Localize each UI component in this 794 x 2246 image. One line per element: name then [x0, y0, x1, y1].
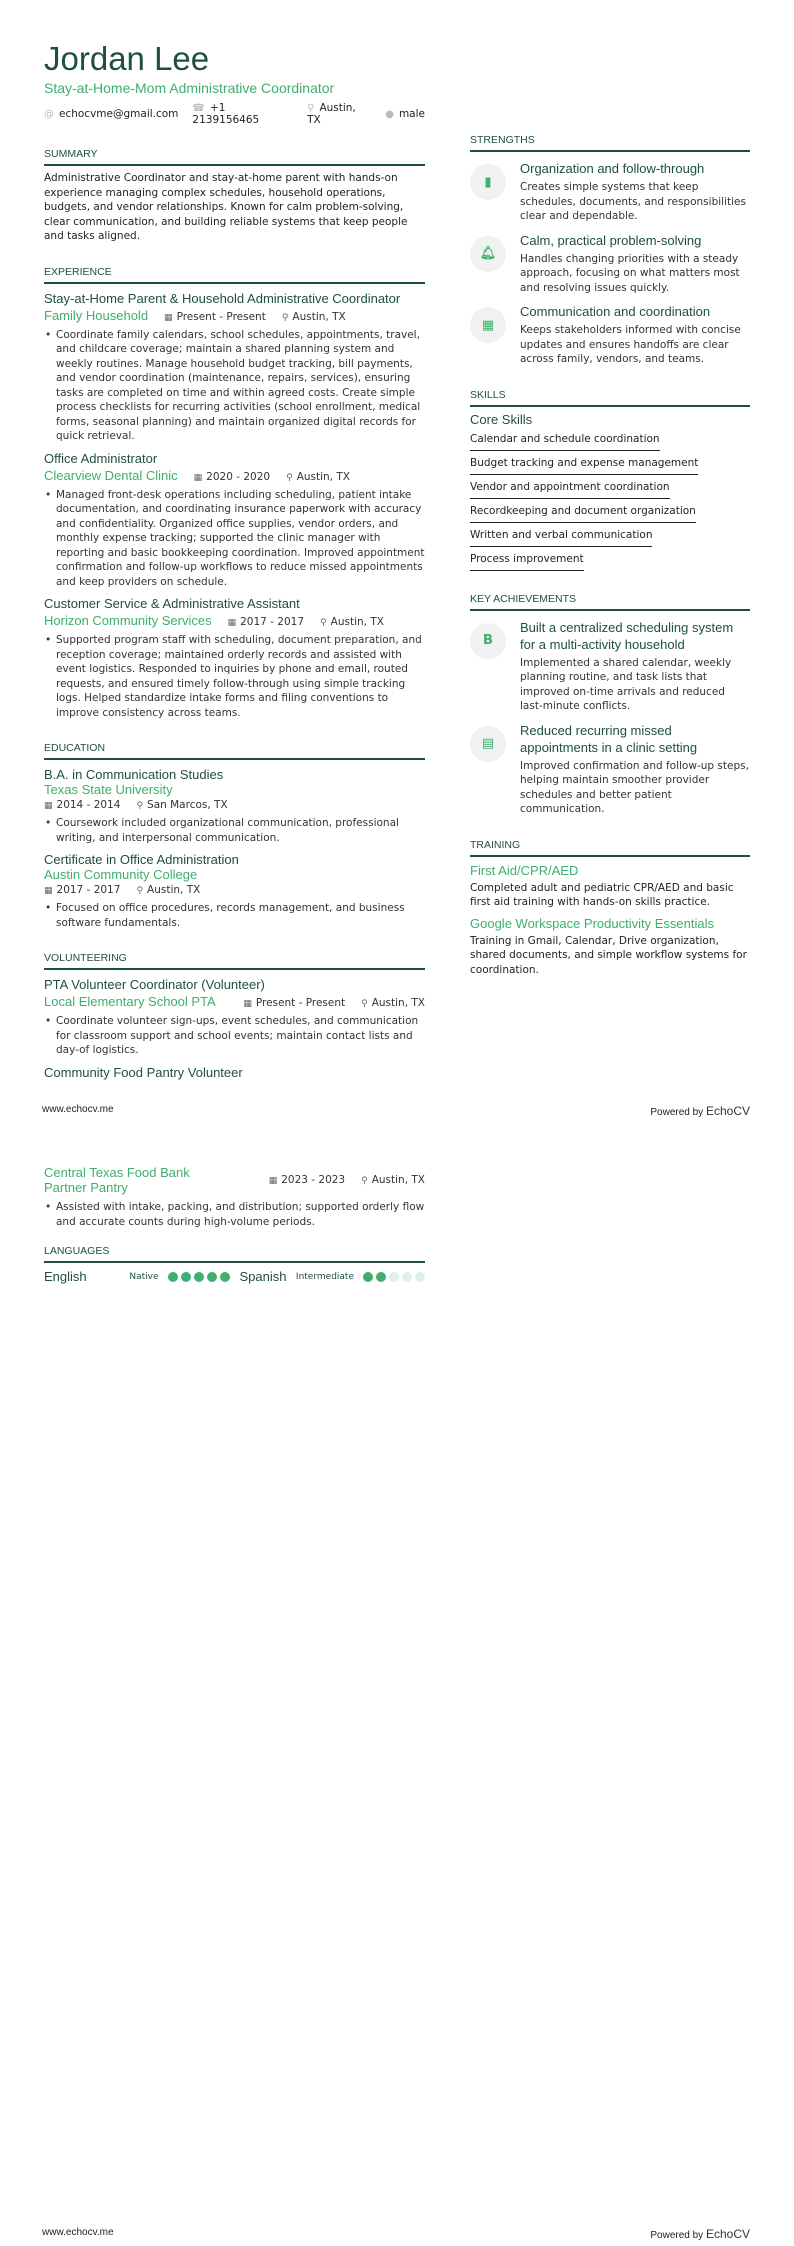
bullet: • Focused on office procedures, records management, and business software fundamentals. — [44, 901, 425, 930]
language-level: Native — [129, 1271, 159, 1282]
experience-entry — [44, 596, 425, 720]
strength-title: Calm, practical problem-solving — [520, 232, 702, 248]
footer-site[interactable]: www.echocv.me — [42, 1104, 114, 1115]
skill-item: Recordkeeping and document organization — [470, 501, 696, 523]
calendar-icon: ▦ — [44, 801, 53, 811]
level-dot — [207, 1272, 217, 1282]
language-level: Intermediate — [295, 1271, 354, 1282]
bookmark-icon: ▮ — [470, 164, 506, 200]
achievement-title: Built a centralized scheduling system for a multi-activity household — [520, 619, 734, 652]
level-dot — [168, 1272, 178, 1282]
degree: Certificate in Office Administration — [44, 852, 239, 867]
volunteer-org: Central Texas Food Bank Partner Pantry — [44, 1165, 190, 1195]
section-title: EDUCATION — [44, 742, 425, 760]
left-column — [44, 1163, 425, 1284]
location: San Marcos, TX — [147, 799, 228, 811]
level-dot — [220, 1272, 230, 1282]
education-entry — [44, 852, 425, 930]
experience-entry — [44, 451, 425, 590]
location-icon: ⚲ — [136, 801, 144, 811]
bullet: • Managed front-desk operations including scheduling, patient intake documentation, and coordinating insurance paperwork with accuracy and confidentiality. Organized office supplies, vendor orders, and monthly expense tracking; supported the clinic manager with reporting and basic bookkeeping coordination. Improved appointment confirmation and follow-up workflows to reduce missed appointments and keep providers on schedule. — [44, 488, 425, 590]
training-title: First Aid/CPR/AED — [470, 862, 579, 878]
volunteer-entry-continued — [44, 1165, 425, 1195]
page-2 — [0, 1123, 794, 2246]
calendar-icon: ▦ — [164, 312, 173, 323]
experience-entry — [44, 291, 425, 444]
section-title: STRENGTHS — [470, 134, 750, 152]
section-title: SUMMARY — [44, 148, 425, 166]
location: Austin, TX — [371, 1174, 425, 1186]
company: Horizon Community Services — [44, 613, 212, 628]
email-icon: @ — [44, 109, 54, 120]
location: Austin, TX — [292, 310, 346, 323]
bullet: • Coordinate family calendars, school schedules, appointments, travel, and childcare coverage; maintain a shared planning system and weekly routines. Manage household budget tracking, bill payments, and vendor coordination (maintenance, repairs, services), ensuring tasks are completed on time and within agreed costs. Create simple process checklists for recurring activities (school enrollment, medical forms, seasonal planning) and maintain organized digital records for quick retrieval. — [44, 328, 425, 444]
candidate-title: Stay-at-Home-Mom Administrative Coordinator — [44, 80, 335, 96]
training-item — [470, 863, 750, 910]
location: Austin, TX — [296, 470, 350, 483]
calendar-icon: ▦ — [243, 999, 252, 1009]
summary-text: Administrative Coordinator and stay-at-home parent with hands-on experience managing complex schedules, household operations, budgets, and vendor relationships. Known for calm problem-solving, clear communication, and building reliable systems that keep people and tasks aligned. — [44, 172, 408, 242]
phone-icon: ☎ — [192, 103, 205, 114]
training-section — [470, 839, 750, 978]
volunteer-role: Community Food Pantry Volunteer — [44, 1064, 243, 1080]
footer-site[interactable]: www.echocv.me — [42, 2227, 114, 2238]
education-entry — [44, 767, 425, 845]
location: Austin, TX — [147, 884, 201, 896]
volunteer-org: Local Elementary School PTA — [44, 994, 216, 1009]
calendar-icon: ▦ — [227, 618, 237, 628]
location-icon: ⚲ — [286, 472, 293, 483]
achievement-item — [470, 619, 750, 714]
contact-info — [44, 102, 425, 126]
strength-desc: Keeps stakeholders informed with concise updates and ensures handoffs are clear across family, vendors, and teams. — [520, 324, 741, 365]
strength-item — [470, 232, 750, 296]
level-dot — [181, 1272, 191, 1282]
level-dot — [194, 1272, 204, 1282]
language-item — [44, 1269, 230, 1284]
section-title: TRAINING — [470, 839, 750, 857]
training-item — [470, 916, 750, 978]
volunteering-section — [44, 952, 425, 1080]
training-title: Google Workspace Productivity Essentials — [470, 915, 714, 931]
job-title: Customer Service & Administrative Assistant — [44, 596, 300, 611]
language-name: Spanish — [239, 1269, 287, 1284]
level-dot — [376, 1272, 386, 1282]
footer-powered — [650, 1104, 750, 1118]
language-name: English — [44, 1269, 87, 1284]
skill-item: Calendar and schedule coordination — [470, 429, 660, 451]
bullet: • Coordinate volunteer sign-ups, event schedules, and communication for classroom support and school events; maintain contact lists and day-of logistics. — [44, 1014, 425, 1058]
location-icon: ⚲ — [136, 886, 144, 896]
location-icon: ⚲ — [361, 1176, 368, 1186]
calendar-icon: ▦ — [268, 1176, 278, 1186]
calendar-icon: ▦ — [193, 472, 203, 483]
building-icon: ▦ — [470, 307, 506, 343]
phone: +1 2139156465 — [192, 102, 260, 126]
location-icon: ⚲ — [361, 999, 368, 1009]
location: Austin, TX — [307, 102, 356, 126]
location: Austin, TX — [330, 616, 384, 628]
achievement-desc: Implemented a shared calendar, weekly planning routine, and task lists that improved on-time arrivals and reduced last-minute conflicts. — [520, 656, 732, 712]
achievement-title: Reduced recurring missed appointments in a clinic setting — [520, 722, 698, 755]
training-desc: Completed adult and pediatric CPR/AED and basic first aid training with hands-on skills practice. — [470, 881, 734, 908]
skill-item: Written and verbal communication — [470, 525, 652, 547]
level-dot — [415, 1272, 425, 1282]
brand: EchoCV — [705, 2227, 750, 2241]
achievement-item — [470, 722, 750, 817]
job-title: Office Administrator — [44, 450, 158, 466]
training-desc: Training in Gmail, Calendar, Drive organization, shared documents, and simple workflow systems for coordination. — [470, 934, 747, 976]
section-title: LANGUAGES — [44, 1245, 425, 1263]
volunteer-role: PTA Volunteer Coordinator (Volunteer) — [44, 977, 265, 992]
strengths-section — [470, 134, 750, 367]
powered-by: Powered by — [650, 2230, 704, 2241]
bullet: • Supported program staff with scheduling, document preparation, and reception coverage; maintained orderly records and assisted with event logistics. Responded to inquiries by phone and email, routed requests, and ensured timely follow-through using simple tracking logs. Helped standardize intake forms and filing conventions to improve consistency across teams. — [44, 633, 425, 720]
powered-by: Powered by — [650, 1107, 704, 1118]
strength-desc: Creates simple systems that keep schedules, documents, and responsibilities clear and dependable. — [520, 181, 746, 222]
calendar-icon: ▦ — [44, 886, 53, 896]
section-title: VOLUNTEERING — [44, 952, 425, 970]
footer-powered — [650, 2227, 750, 2241]
level-dot — [389, 1272, 399, 1282]
dates: 2020 - 2020 — [206, 470, 271, 483]
strength-desc: Handles changing priorities with a steady approach, focusing on what matters most and resolving issues quickly. — [520, 252, 740, 294]
location-icon: ⚲ — [320, 618, 327, 628]
gender: male — [398, 108, 425, 120]
location: Austin, TX — [371, 997, 425, 1009]
skill-item: Vendor and appointment coordination — [470, 477, 670, 499]
achievements-section — [470, 593, 750, 817]
dates: 2023 - 2023 — [281, 1174, 346, 1186]
skill-item: Budget tracking and expense management — [470, 453, 698, 475]
section-title: KEY ACHIEVEMENTS — [470, 593, 750, 611]
dates: 2017 - 2017 — [240, 616, 305, 628]
company: Family Household — [44, 307, 149, 323]
brand: EchoCV — [705, 1104, 750, 1118]
section-title: SKILLS — [470, 389, 750, 407]
strength-item — [470, 160, 750, 224]
achievement-desc: Improved confirmation and follow-up steps, helping maintain smoother provider schedules and better patient communication. — [520, 759, 749, 815]
degree: B.A. in Communication Studies — [44, 767, 224, 782]
skills-group: Core Skills — [470, 411, 533, 427]
strength-title: Organization and follow-through — [520, 161, 705, 176]
dates: Present - Present — [176, 310, 266, 323]
school: Austin Community College — [44, 867, 198, 882]
letter-b-icon: B — [470, 623, 506, 659]
candidate-name: Jordan Lee — [44, 40, 210, 77]
location-icon: ⚲ — [307, 103, 315, 114]
strength-title: Communication and coordination — [520, 304, 711, 319]
language-item — [240, 1269, 426, 1284]
volunteer-entry — [44, 977, 425, 1058]
bullet: • Assisted with intake, packing, and distribution; supported orderly flow and accurate counts during high-volume periods. — [44, 1200, 425, 1229]
languages-section — [44, 1245, 425, 1284]
school: Texas State University — [44, 782, 173, 797]
bell-icon: 🔔︎ — [470, 236, 506, 272]
skill-item: Process improvement — [470, 549, 584, 571]
person-icon: ● — [385, 109, 394, 120]
company: Clearview Dental Clinic — [44, 467, 178, 483]
dates: 2014 - 2014 — [56, 799, 121, 811]
skills-section — [470, 389, 750, 571]
experience-section — [44, 266, 425, 721]
dates: 2017 - 2017 — [56, 884, 121, 896]
summary-section — [44, 148, 425, 244]
location-icon: ⚲ — [281, 312, 289, 323]
level-dot — [363, 1272, 373, 1282]
document-icon: ▤ — [470, 726, 506, 762]
level-dot — [402, 1272, 412, 1282]
job-title: Stay-at-Home Parent & Household Administrative Coordinator — [44, 290, 401, 306]
section-title: EXPERIENCE — [44, 266, 425, 284]
dates: Present - Present — [255, 997, 346, 1009]
strength-item — [470, 303, 750, 367]
left-column — [44, 40, 425, 1080]
education-section — [44, 742, 425, 930]
right-column — [470, 134, 750, 977]
bullet: • Coursework included organizational communication, professional writing, and interpersonal communication. — [44, 816, 425, 845]
email[interactable]: echocvme@gmail.com — [59, 108, 179, 120]
